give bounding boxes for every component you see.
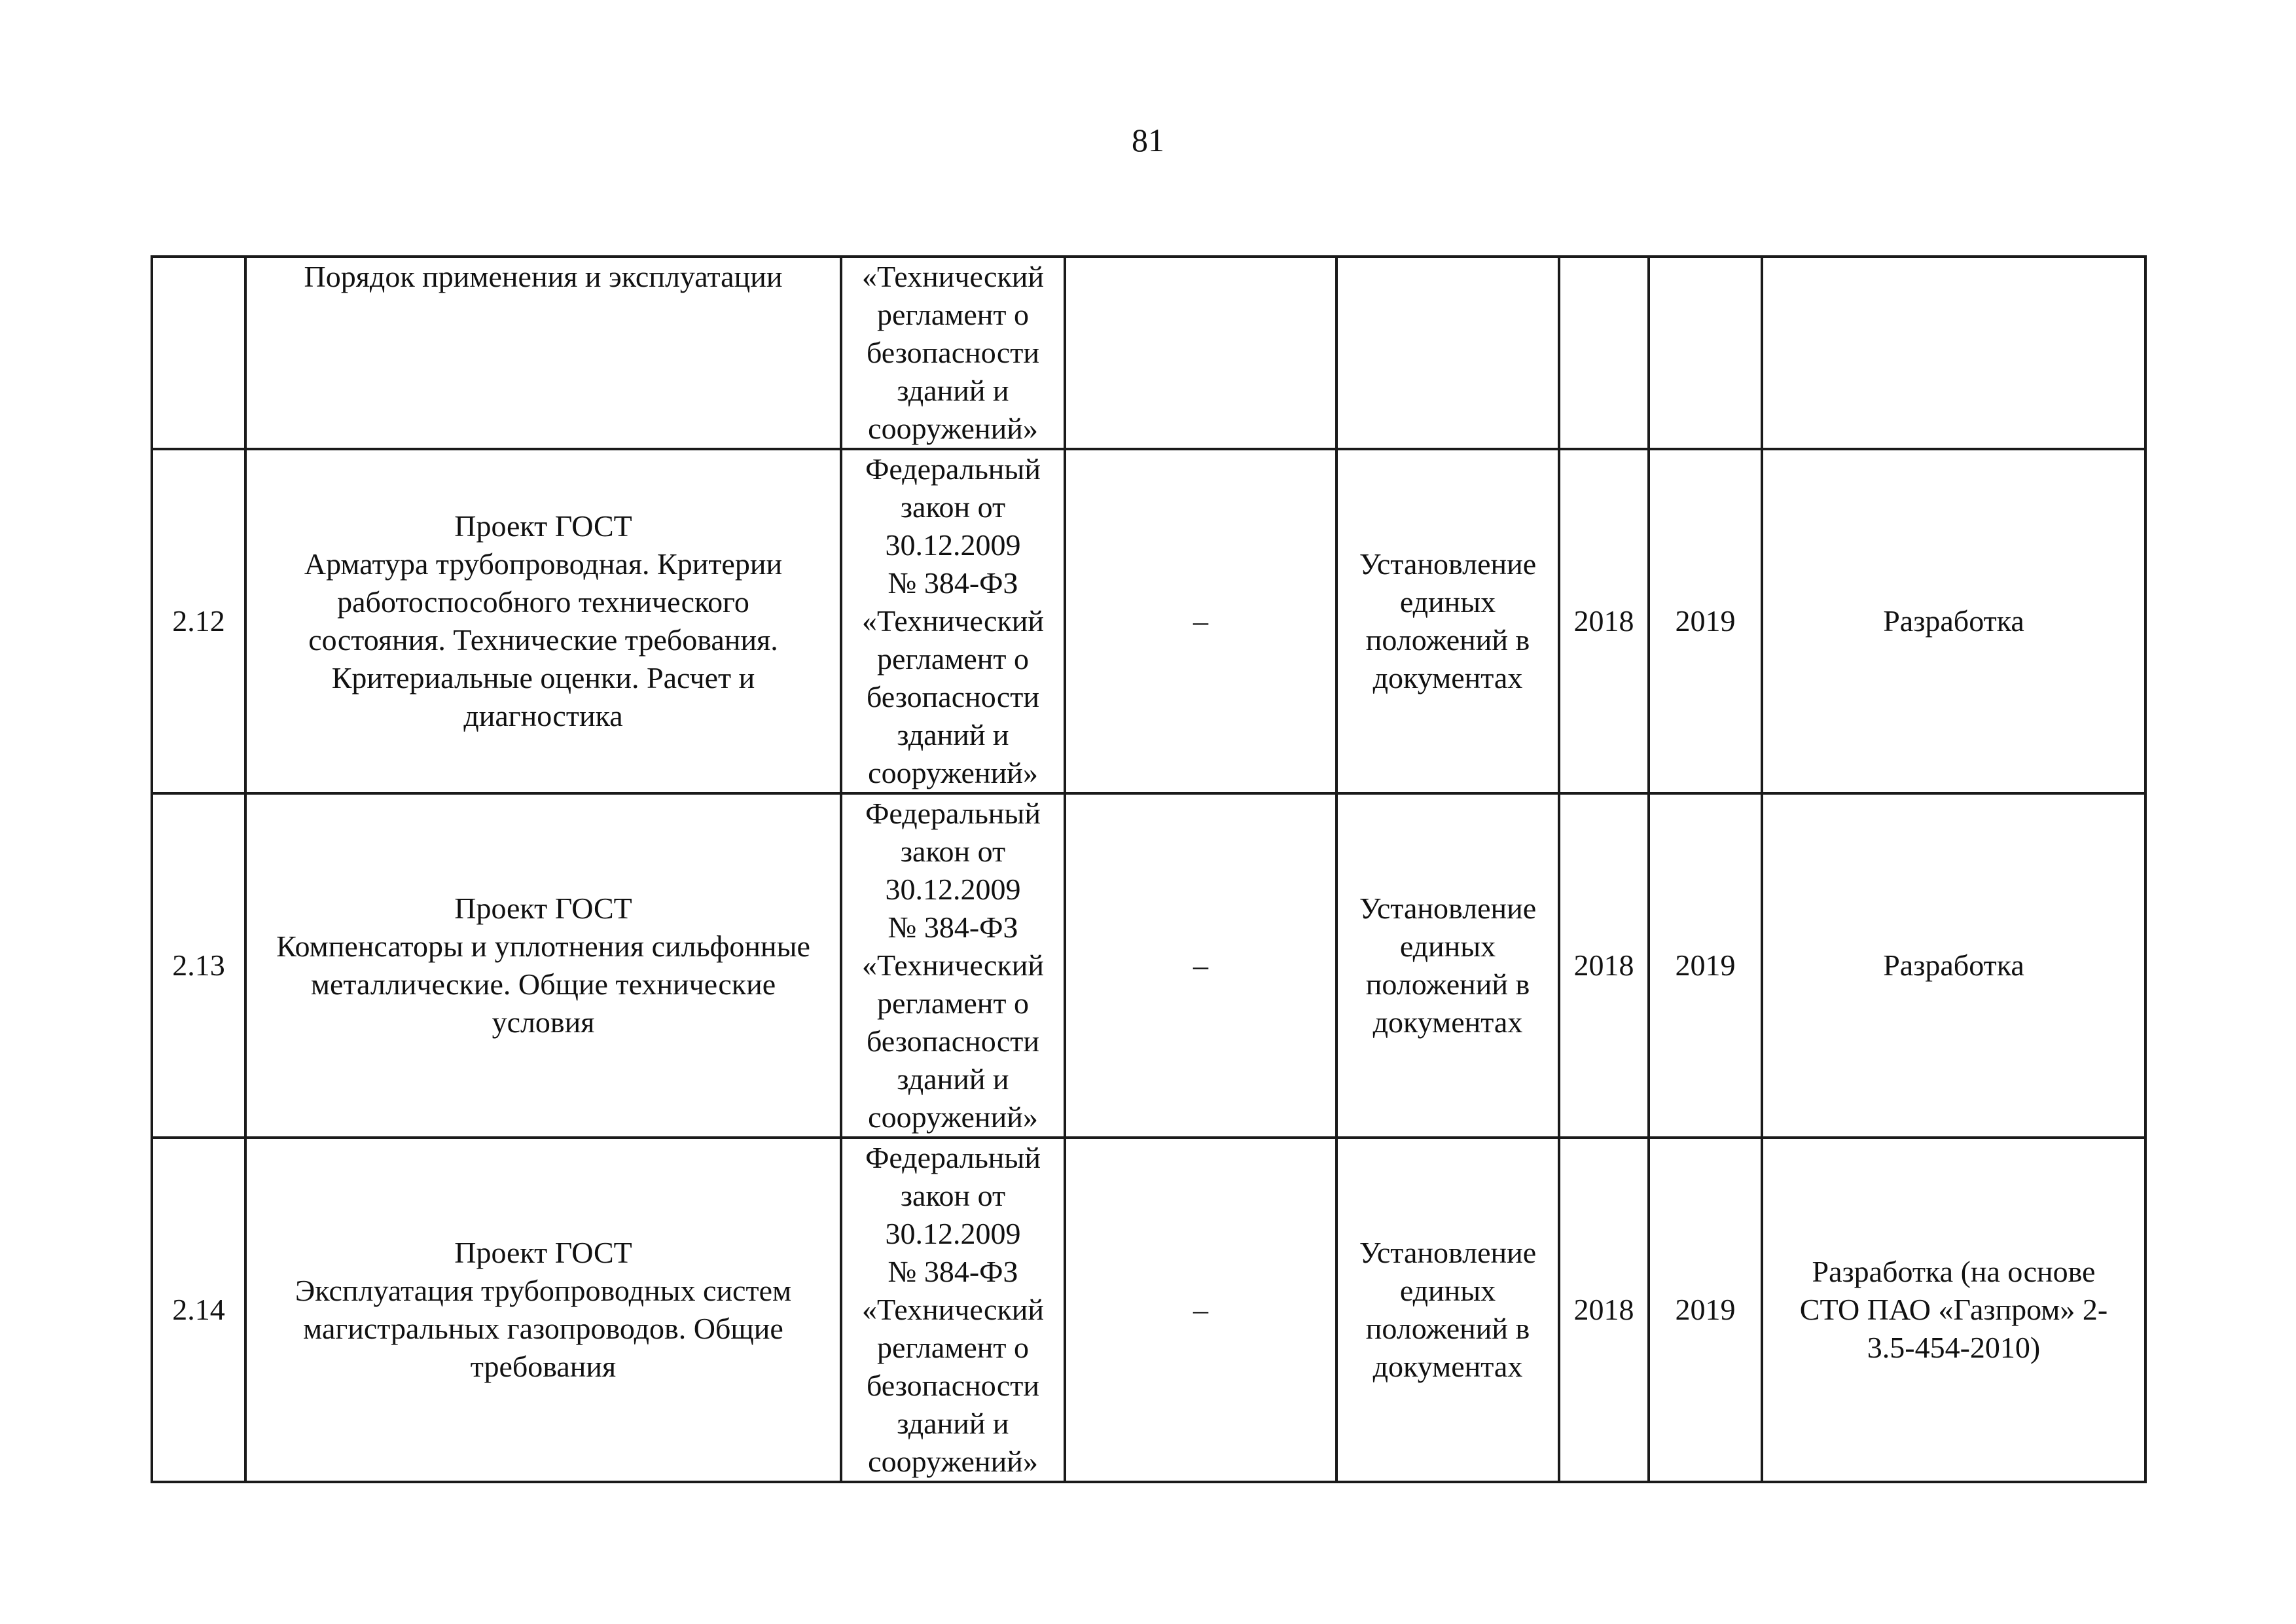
name-text: Порядок применения и эксплуатации <box>304 260 783 293</box>
cell-basis: Федеральный закон от 30.12.2009 № 384-ФЗ «Технический регламент о безопасности зданий и сооружений» <box>841 449 1065 793</box>
cell-name: Проект ГОСТ Компенсаторы и уплотнения сильфонные металлические. Общие технические условия <box>245 793 841 1138</box>
cell-start: 2018 <box>1559 793 1649 1138</box>
cell-type: Разработка (на основе СТО ПАО «Газпром» 2- 3.5-454-2010) <box>1762 1138 2145 1482</box>
cell-dash: – <box>1065 449 1336 793</box>
cell-type: Разработка <box>1762 449 2145 793</box>
cell-num <box>152 257 245 449</box>
cell-dash: – <box>1065 793 1336 1138</box>
cell-name: Проект ГОСТ Эксплуатация трубопроводных систем магистральных газопроводов. Общие требования <box>245 1138 841 1482</box>
cell-num: 2.14 <box>152 1138 245 1482</box>
table-row-continuation <box>152 257 2145 449</box>
cell-start: 2018 <box>1559 449 1649 793</box>
cell-basis: Федеральный закон от 30.12.2009 № 384-ФЗ «Технический регламент о безопасности зданий и сооружений» <box>841 793 1065 1138</box>
cell-name: Проект ГОСТ Арматура трубопроводная. Критерии работоспособного технического состояния. Технические требования. Критериальные оценки. Расчет и диагностика <box>245 449 841 793</box>
cell-num: 2.13 <box>152 793 245 1138</box>
cell-dash: – <box>1065 1138 1336 1482</box>
cell-end <box>1649 257 1762 449</box>
page-number: 81 <box>1132 122 1164 158</box>
table-row <box>152 449 2145 793</box>
table-row <box>152 1138 2145 1482</box>
cell-end: 2019 <box>1649 449 1762 793</box>
cell-type: Разработка <box>1762 793 2145 1138</box>
cell-dash <box>1065 257 1336 449</box>
cell-type <box>1762 257 2145 449</box>
cell-goal <box>1336 257 1559 449</box>
cell-end: 2019 <box>1649 1138 1762 1482</box>
cell-name <box>245 257 841 449</box>
cell-start <box>1559 257 1649 449</box>
cell-start: 2018 <box>1559 1138 1649 1482</box>
cell-goal: Установление единых положений в документах <box>1336 793 1559 1138</box>
cell-basis: «Технический регламент о безопасности зданий и сооружений» <box>841 257 1065 449</box>
cell-num: 2.12 <box>152 449 245 793</box>
table-row <box>152 793 2145 1138</box>
cell-goal: Установление единых положений в документах <box>1336 1138 1559 1482</box>
cell-goal: Установление единых положений в документах <box>1336 449 1559 793</box>
standards-table <box>151 255 2147 1483</box>
cell-end: 2019 <box>1649 793 1762 1138</box>
cell-basis: Федеральный закон от 30.12.2009 № 384-ФЗ «Технический регламент о безопасности зданий и сооружений» <box>841 1138 1065 1482</box>
